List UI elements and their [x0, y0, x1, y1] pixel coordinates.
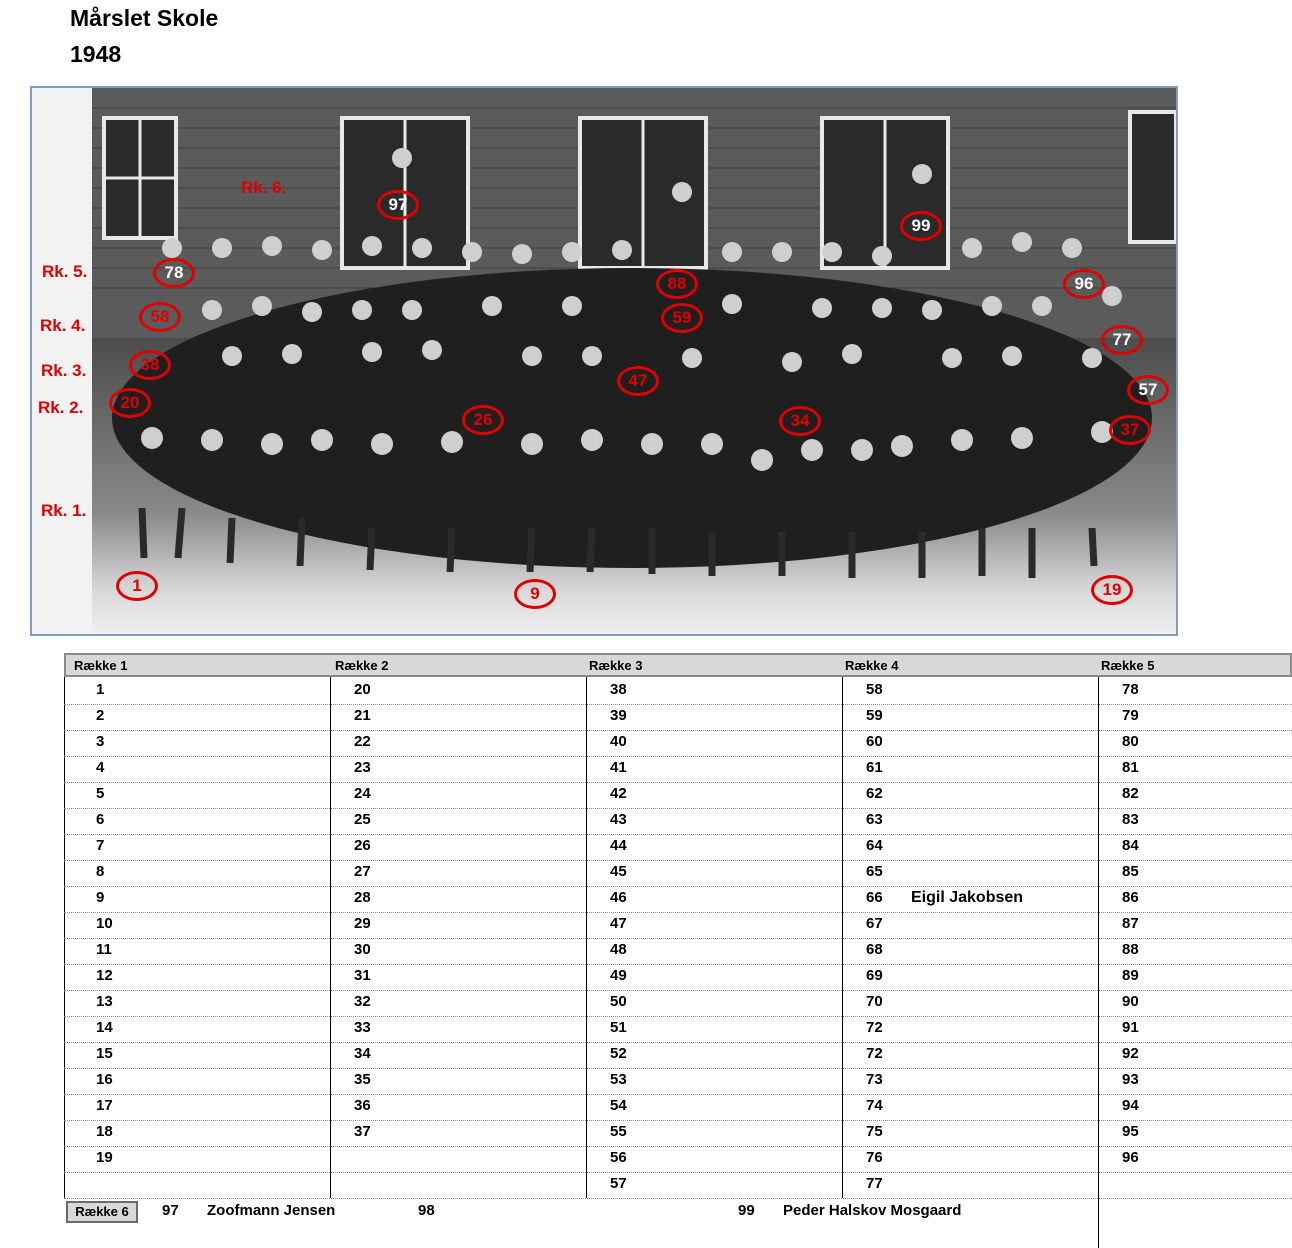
table-number: 68 — [866, 941, 883, 958]
table-number: 61 — [866, 759, 883, 776]
marker-9: 9 — [514, 579, 556, 609]
table-number: 86 — [1122, 889, 1139, 906]
marker-26: 26 — [462, 405, 504, 435]
table-number: 72 — [866, 1045, 883, 1062]
table-number: 48 — [610, 941, 627, 958]
marker-57: 57 — [1127, 375, 1169, 405]
marker-1: 1 — [116, 571, 158, 601]
marker-20: 20 — [109, 388, 151, 418]
table-number: 36 — [354, 1097, 371, 1114]
table-number: 9 — [96, 889, 105, 906]
table-number: 19 — [96, 1149, 113, 1166]
name-97: Zoofmann Jensen — [207, 1202, 336, 1219]
row-separator — [64, 834, 1292, 835]
marker-59: 59 — [661, 303, 703, 333]
table-header — [64, 653, 1292, 677]
table-number: 94 — [1122, 1097, 1139, 1114]
table-number: 23 — [354, 759, 371, 776]
table-number: 12 — [96, 967, 113, 984]
table-number: 89 — [1122, 967, 1139, 984]
marker-88: 88 — [656, 269, 698, 299]
name-99: Peder Halskov Mosgaard — [783, 1202, 962, 1219]
table-number: 75 — [866, 1123, 883, 1140]
table-number: 11 — [96, 941, 112, 958]
table-number: 14 — [96, 1019, 113, 1036]
table-number: 84 — [1122, 837, 1139, 854]
table-number: 46 — [610, 889, 627, 906]
number-99: 99 — [738, 1202, 755, 1219]
row-6 — [64, 1198, 1292, 1226]
table-number: 87 — [1122, 915, 1139, 932]
row-separator — [64, 756, 1292, 757]
marker-37: 37 — [1109, 415, 1151, 445]
table-number: 90 — [1122, 993, 1139, 1010]
marker-78: 78 — [153, 258, 195, 288]
row-separator — [64, 912, 1292, 913]
table-number: 27 — [354, 863, 371, 880]
table-number: 3 — [96, 733, 105, 750]
row-separator — [64, 808, 1292, 809]
table-number: 82 — [1122, 785, 1139, 802]
table-number: 72 — [866, 1019, 883, 1036]
table-number: 24 — [354, 785, 371, 802]
table-number: 32 — [354, 993, 371, 1010]
row-separator — [64, 990, 1292, 991]
table-number: 37 — [354, 1123, 371, 1140]
table-number: 57 — [610, 1175, 627, 1192]
table-number: 74 — [866, 1097, 883, 1114]
table-number: 67 — [866, 915, 883, 932]
row-separator — [64, 860, 1292, 861]
table-number: 59 — [866, 707, 883, 724]
name-66: Eigil Jakobsen — [911, 889, 1024, 906]
row-label-2: Rk. 2. — [38, 398, 84, 417]
table-number: 17 — [96, 1097, 113, 1114]
header-row-2: Række 2 — [335, 658, 389, 673]
table-number: 15 — [96, 1045, 113, 1062]
photo-backdrop — [32, 88, 1176, 634]
row-label-4: Rk. 4. — [40, 316, 86, 335]
table-number: 65 — [866, 863, 883, 880]
table-number: 50 — [610, 993, 627, 1010]
table-number: 64 — [866, 837, 883, 854]
table-number: 83 — [1122, 811, 1139, 828]
table-number: 88 — [1122, 941, 1139, 958]
table-number: 69 — [866, 967, 883, 984]
table-number: 43 — [610, 811, 627, 828]
table-number: 80 — [1122, 733, 1139, 750]
table-number: 47 — [610, 915, 627, 932]
row-separator — [64, 964, 1292, 965]
header-row-1: Række 1 — [74, 658, 128, 673]
marker-97: 97 — [377, 190, 419, 220]
table-number: 8 — [96, 863, 105, 880]
table-number: 38 — [610, 681, 627, 698]
table-number: 93 — [1122, 1071, 1139, 1088]
page-title: Mårslet Skole — [70, 5, 219, 31]
marker-96: 96 — [1063, 269, 1105, 299]
year-heading: 1948 — [70, 41, 122, 67]
table-number: 77 — [866, 1175, 883, 1192]
table-number: 42 — [610, 785, 627, 802]
table-number: 29 — [354, 915, 371, 932]
row-separator — [64, 1016, 1292, 1017]
row-separator — [64, 1094, 1292, 1095]
table-number: 63 — [866, 811, 883, 828]
number-97: 97 — [162, 1202, 179, 1219]
marker-19: 19 — [1091, 575, 1133, 605]
marker-34: 34 — [779, 406, 821, 436]
table-number: 18 — [96, 1123, 113, 1140]
marker-38: 38 — [129, 350, 171, 380]
table-number: 45 — [610, 863, 627, 880]
row-separator — [64, 730, 1292, 731]
header-row-3: Række 3 — [589, 658, 643, 673]
table-number: 26 — [354, 837, 371, 854]
marker-58: 58 — [139, 302, 181, 332]
table-number: 54 — [610, 1097, 627, 1114]
marker-77: 77 — [1101, 325, 1143, 355]
table-number: 5 — [96, 785, 105, 802]
table-number: 28 — [354, 889, 371, 906]
table-number: 81 — [1122, 759, 1139, 776]
table-number: 78 — [1122, 681, 1139, 698]
table-number: 7 — [96, 837, 105, 854]
table-number: 51 — [610, 1019, 627, 1036]
class-photo — [30, 86, 1178, 636]
table-number: 6 — [96, 811, 105, 828]
table-number: 20 — [354, 681, 371, 698]
header-row-4: Række 4 — [845, 658, 899, 673]
table-number: 56 — [610, 1149, 627, 1166]
row-separator — [64, 1120, 1292, 1121]
table-number: 73 — [866, 1071, 883, 1088]
table-number: 39 — [610, 707, 627, 724]
table-number: 70 — [866, 993, 883, 1010]
row-label-5: Rk. 5. — [42, 262, 88, 281]
table-number: 2 — [96, 707, 105, 724]
number-98: 98 — [418, 1202, 435, 1219]
marker-47: 47 — [617, 366, 659, 396]
table-number: 60 — [866, 733, 883, 750]
table-number: 13 — [96, 993, 113, 1010]
row-label-1: Rk. 1. — [41, 501, 87, 520]
table-number: 40 — [610, 733, 627, 750]
table-number: 76 — [866, 1149, 883, 1166]
table-number: 55 — [610, 1123, 627, 1140]
header-row-5: Række 5 — [1101, 658, 1155, 673]
table-number: 34 — [354, 1045, 371, 1062]
table-number: 25 — [354, 811, 371, 828]
table-number: 53 — [610, 1071, 627, 1088]
names-table — [64, 653, 1292, 1227]
row-separator — [64, 938, 1292, 939]
table-number: 95 — [1122, 1123, 1139, 1140]
table-number: 96 — [1122, 1149, 1139, 1166]
column-divider — [1098, 677, 1099, 1248]
row-label-6: Rk. 6. — [241, 178, 287, 197]
table-number: 92 — [1122, 1045, 1139, 1062]
table-number: 85 — [1122, 863, 1139, 880]
table-number: 16 — [96, 1071, 113, 1088]
row-separator — [64, 1068, 1292, 1069]
table-number: 62 — [866, 785, 883, 802]
table-number: 33 — [354, 1019, 371, 1036]
table-number: 1 — [96, 681, 105, 698]
row-separator — [64, 886, 1292, 887]
row-label-3: Rk. 3. — [41, 361, 87, 380]
table-number: 10 — [96, 915, 113, 932]
table-number: 22 — [354, 733, 371, 750]
row-separator — [64, 1146, 1292, 1147]
table-number: 21 — [354, 707, 371, 724]
table-number: 4 — [96, 759, 105, 776]
marker-99: 99 — [900, 211, 942, 241]
table-number: 49 — [610, 967, 627, 984]
table-number: 44 — [610, 837, 627, 854]
table-number: 58 — [866, 681, 883, 698]
row-separator — [64, 782, 1292, 783]
row-separator — [64, 704, 1292, 705]
row-separator — [64, 1042, 1292, 1043]
row-separator — [64, 1172, 1292, 1173]
table-number: 66 — [866, 889, 883, 906]
table-number: 35 — [354, 1071, 371, 1088]
table-number: 79 — [1122, 707, 1139, 724]
row-6-label: Række 6 — [66, 1201, 138, 1223]
table-number: 31 — [354, 967, 371, 984]
table-number: 30 — [354, 941, 371, 958]
table-number: 41 — [610, 759, 627, 776]
table-number: 52 — [610, 1045, 627, 1062]
table-number: 91 — [1122, 1019, 1139, 1036]
